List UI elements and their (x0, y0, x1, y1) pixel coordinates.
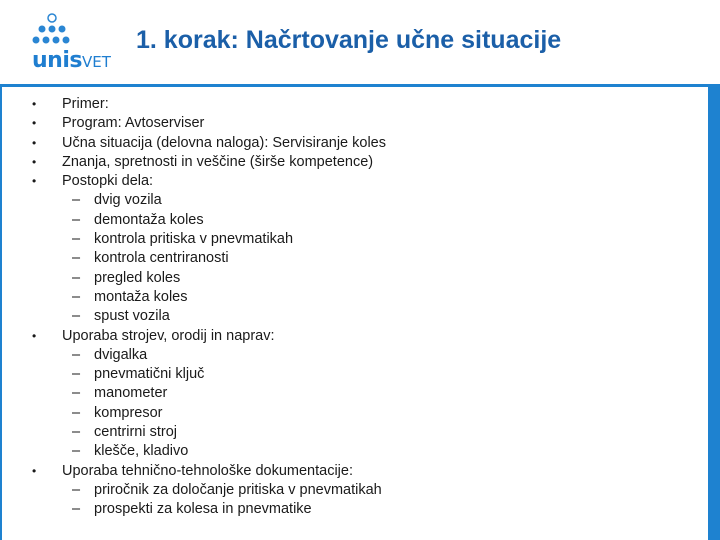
item-text: klešče, kladivo (94, 443, 189, 460)
item-text: Uporaba strojev, orodij in naprav: (62, 327, 275, 344)
sub-bullet-item (0, 384, 700, 403)
sub-bullet-item (0, 288, 700, 307)
bullet-marker: • (32, 116, 37, 131)
sub-bullet-item (0, 404, 700, 423)
bullet-item (0, 153, 700, 172)
logo-dots-icon (30, 10, 130, 50)
sub-bullet-item (0, 307, 700, 326)
sub-bullet-item (0, 442, 700, 461)
dash-marker: – (72, 269, 81, 286)
sub-bullet-item (0, 191, 700, 210)
sub-bullet-item (0, 269, 700, 288)
dash-marker: – (72, 443, 81, 460)
bullet-marker: • (32, 463, 37, 478)
dash-marker: – (72, 211, 81, 228)
bullet-item (0, 172, 700, 191)
dash-marker: – (72, 231, 81, 248)
item-text: centrirni stroj (94, 424, 177, 441)
bullet-item (0, 462, 700, 481)
item-text: Uporaba tehnično-tehnološke dokumentacije: (62, 462, 353, 479)
dash-marker: – (72, 404, 81, 421)
bullet-marker: • (32, 97, 37, 111)
dash-marker: – (72, 250, 81, 267)
sub-bullet-item (0, 500, 700, 519)
slide-header (0, 0, 720, 84)
item-text: Program: Avtoserviser (62, 115, 205, 132)
item-text: prospekti za kolesa in pnevmatike (94, 501, 312, 518)
logo-suffix: VET (81, 53, 111, 71)
sub-bullet-item (0, 249, 700, 268)
item-text: pnevmatični ključ (94, 366, 205, 383)
bullet-item (0, 134, 700, 153)
bullet-marker: • (32, 174, 37, 189)
dash-marker: – (72, 424, 81, 441)
logo-wordmark (32, 48, 111, 73)
item-text: dvig vozila (94, 192, 162, 209)
bullet-item (0, 327, 700, 346)
logo-brand: unis (32, 48, 82, 73)
sub-bullet-item (0, 365, 700, 384)
item-text: kompresor (94, 404, 163, 421)
dash-marker: – (72, 192, 81, 209)
item-text: spust vozila (94, 308, 170, 325)
item-text: demontaža koles (94, 211, 204, 228)
item-text: Učna situacija (delovna naloga): Servisiranje koles (62, 134, 386, 151)
dash-marker: – (72, 385, 81, 402)
unisvet-logo (30, 10, 130, 76)
item-text: priročnik za določanje pritiska v pnevmatikah (94, 481, 382, 498)
bullet-marker: • (32, 135, 37, 150)
bullet-item (0, 95, 700, 114)
item-text: Primer: (62, 96, 109, 112)
sub-bullet-item (0, 346, 700, 365)
bullet-item (0, 114, 700, 133)
sub-bullet-item (0, 211, 700, 230)
sub-bullet-item (0, 230, 700, 249)
bullet-marker: • (32, 328, 37, 343)
item-text: Znanja, spretnosti in veščine (širše kompetence) (62, 153, 374, 170)
dash-marker: – (72, 308, 81, 325)
item-text: kontrola centriranosti (94, 250, 229, 267)
sub-bullet-item (0, 481, 700, 500)
dash-marker: – (72, 501, 81, 518)
dash-marker: – (72, 288, 81, 305)
item-text: pregled koles (94, 269, 181, 286)
item-text: Postopki dela: (62, 173, 154, 190)
sub-bullet-item (0, 423, 700, 442)
dash-marker: – (72, 481, 81, 498)
dash-marker: – (72, 366, 81, 383)
slide-title: 1. korak: Načrtovanje učne situacije (136, 26, 562, 54)
item-text: montaža koles (94, 288, 188, 305)
dash-marker: – (72, 346, 81, 363)
bullet-marker: • (32, 154, 37, 169)
item-text: kontrola pritiska v pnevmatikah (94, 231, 294, 248)
bullet-list (0, 95, 700, 520)
item-text: dvigalka (94, 346, 148, 363)
item-text: manometer (94, 385, 168, 402)
